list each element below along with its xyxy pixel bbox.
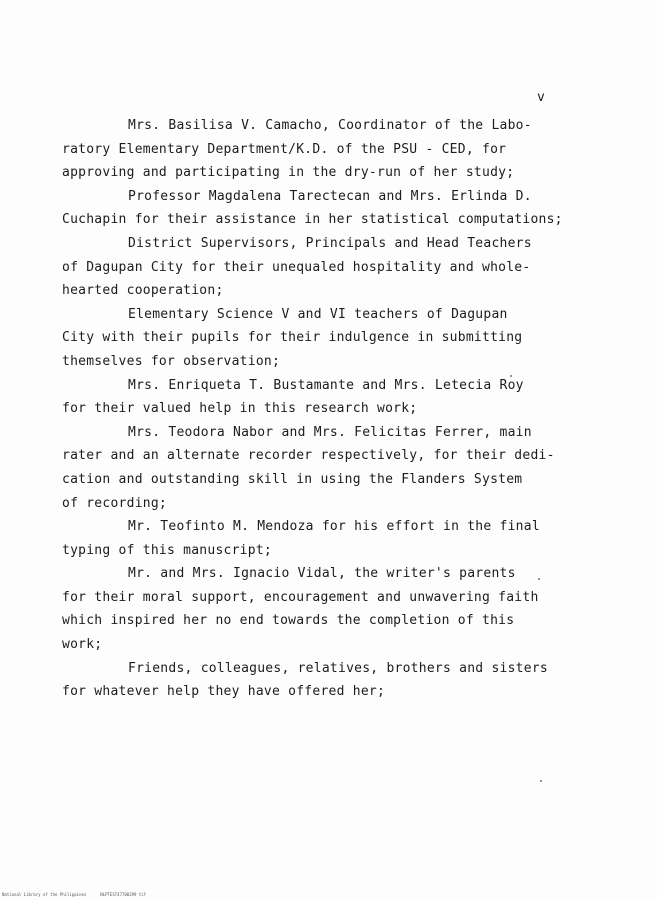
text-line: Mr. and Mrs. Ignacio Vidal, the writer's parents: [128, 566, 516, 582]
acknowledgment-body: [62, 114, 582, 704]
text-line: work;: [62, 637, 103, 653]
text-line: cation and outstanding skill in using the Flanders System: [62, 471, 523, 487]
page-number: v: [537, 90, 546, 105]
scan-speck: [510, 375, 512, 377]
text-line: approving and participating in the dry-run of her study;: [62, 165, 515, 181]
text-line: of Dagupan City for their unequaled hospitality and whole-: [62, 259, 531, 275]
text-line: Mrs. Teodora Nabor and Mrs. Felicitas Ferrer, main: [128, 424, 532, 440]
text-line: of recording;: [62, 495, 167, 511]
text-line: for whatever help they have offered her;: [62, 684, 386, 700]
footer-code: NLPTEST47700299 tif: [100, 892, 147, 897]
text-line: typing of this manuscript;: [62, 542, 272, 558]
scan-speck: [538, 578, 540, 580]
text-line: for their valued help in this research work;: [62, 401, 418, 417]
text-line: hearted cooperation;: [62, 283, 224, 299]
text-line: District Supervisors, Principals and Head Teachers: [128, 235, 532, 251]
text-line: Mrs. Enriqueta T. Bustamante and Mrs. Letecia Roy: [128, 377, 524, 393]
text-line: Friends, colleagues, relatives, brothers and sisters: [128, 660, 548, 676]
scan-speck: [540, 780, 542, 782]
text-line: Professor Magdalena Tarectecan and Mrs. Erlinda D.: [128, 188, 532, 204]
text-line: rater and an alternate recorder respectively, for their dedi-: [62, 448, 555, 464]
scan-footer: [2, 892, 146, 897]
text-line: ratory Elementary Department/K.D. of the PSU - CED, for: [62, 141, 507, 157]
text-line: themselves for observation;: [62, 353, 281, 369]
footer-library: National Library of the Philippines: [2, 892, 87, 897]
text-line: Mr. Teofinto M. Mendoza for his effort in the final: [128, 519, 540, 535]
text-line: Cuchapin for their assistance in her statistical computations;: [62, 212, 563, 228]
text-line: for their moral support, encouragement and unwavering faith: [62, 589, 539, 605]
text-line: City with their pupils for their indulgence in submitting: [62, 330, 523, 346]
text-line: Elementary Science V and VI teachers of Dagupan: [128, 306, 508, 322]
text-line: Mrs. Basilisa V. Camacho, Coordinator of the Labo-: [128, 118, 532, 133]
text-line: which inspired her no end towards the completion of this: [62, 613, 515, 629]
